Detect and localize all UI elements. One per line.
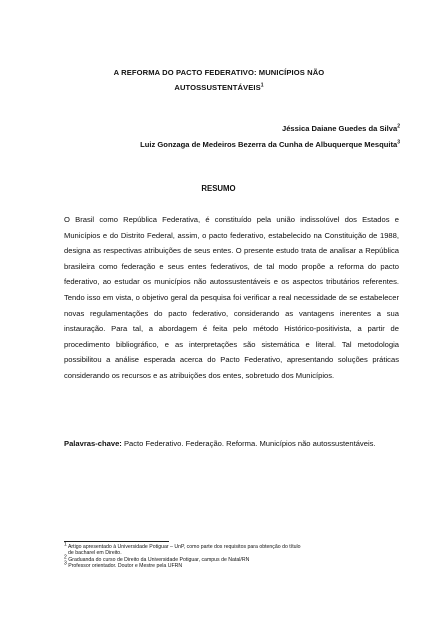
footnote-1-cont: de bacharel em Direito. [68,550,122,557]
author-1 [140,121,400,137]
footnotes [64,541,404,569]
author-2-name: Luiz Gonzaga de Medeiros Bezerra da Cunha de Albuquerque Mesquita [140,139,398,149]
author-2-mark: 3 [397,138,400,145]
author-2 [140,137,400,153]
author-1-name: Jéssica Daiane Guedes da Silva [281,124,398,133]
title-line-2 [60,80,378,95]
abstract-body: O Brasil como República Federativa, é constituído pela união indissolúvel dos Estados e Municípios e do Distrito Federal, assim, o pacto federativo, estabelecido na Constituição de 1988, designa as respectivas atribuições de seus entes. O presente estudo trata de analisar a República brasileira como federação e seus entes federativos, de tal modo propõe a reforma do pacto federativo, ao estudar os municípios não autossustentáveis e os aspectos tributários referentes. Tendo isso em vista, o objetivo geral da pesquisa foi verificar a real necessidade de se estabelecer novas regulamentações do pacto federativo, considerando as vantagens inerentes a sua instauração. Para tal, a abordagem é feita pelo método Histórico-positivista, a partir de procedimento bibliográfico, e as interpretações são sistemática e literal. Tal metodologia possibilitou a análise esperada acerca do Pacto Federativo, apresentando soluções práticas considerando os recursos e as atribuições dos entes, sobretudo dos Municípios. [64,215,399,380]
title-line-1: A REFORMA DO PACTO FEDERATIVO: MUNICÍPIOS NÃO [113,68,325,77]
author-list [140,121,400,152]
keywords-label: Palavras-chave: [64,439,122,448]
footnote-1-mark: 1 [64,541,67,548]
footnote-separator [64,541,169,542]
keywords-text: Pacto Federativo. Federação. Reforma. Municípios não autossustentáveis. [123,439,376,448]
footnote-3-line1: Professor orientador. Doutor e Mestre pela UFRN [68,562,183,569]
footnote-2-mark: 2 [64,553,67,560]
author-1-mark: 2 [397,123,400,130]
footnote-2-line1: Graduanda do curso de Direito da Universidade Potiguar, campus de Natal/RN [68,556,250,563]
keywords [64,436,399,452]
abstract-heading: RESUMO [201,184,236,193]
footnote-3 [64,560,404,569]
footnote-3-mark: 3 [64,560,67,567]
paper-title [60,65,378,95]
footnote-1-line1: Artigo apresentado à Universidade Potiguar – UnP, como parte dos requisitos para obtenção do título [67,544,301,550]
title-footnote-mark: 1 [260,82,264,89]
title-line-2-text: AUTOSSUSTENTÁVEIS [174,83,261,92]
